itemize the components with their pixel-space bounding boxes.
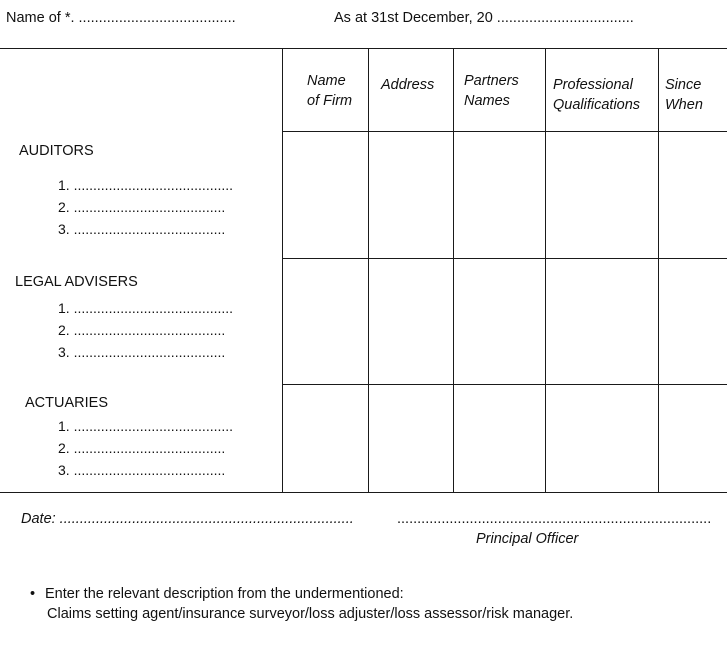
column-divider-3 (545, 48, 546, 493)
actuary-item-1: 1. ......................................... (58, 418, 234, 434)
section-title-actuaries: ACTUARIES (25, 395, 108, 411)
column-header-since-when: Since When (665, 77, 703, 113)
name-of-field: Name of *. ....................................... (6, 10, 236, 26)
auditor-item-2: 2. ....................................... (58, 199, 226, 215)
legal-adviser-item-2: 2. ....................................... (58, 322, 226, 338)
table-bottom-rule (0, 492, 727, 493)
row-divider-1 (282, 258, 727, 259)
auditor-item-1: 1. ......................................... (58, 177, 234, 193)
header-bottom-rule (282, 131, 727, 132)
column-header-address: Address (381, 77, 435, 93)
actuary-item-2: 2. ....................................... (58, 440, 226, 456)
note-bullet: • (30, 586, 36, 602)
date-field: Date: ......................................................................... (21, 511, 354, 527)
legal-adviser-item-1: 1. ......................................... (58, 300, 234, 316)
column-divider-4 (658, 48, 659, 493)
column-header-name-of-firm: Name of Firm (307, 73, 353, 109)
signature-line: .............................................................................. (397, 511, 712, 527)
section-title-legal-advisers: LEGAL ADVISERS (15, 274, 138, 290)
column-divider-1 (368, 48, 369, 493)
column-divider-0 (282, 48, 283, 493)
actuary-item-3: 3. ....................................... (58, 462, 226, 478)
legal-adviser-item-3: 3. ....................................... (58, 344, 226, 360)
principal-officer-label: Principal Officer (476, 531, 579, 547)
column-divider-2 (453, 48, 454, 493)
row-divider-2 (282, 384, 727, 385)
note-line-2: Claims setting agent/insurance surveyor/loss adjuster/loss assessor/risk manager. (47, 606, 574, 622)
as-at-date-field: As at 31st December, 20 .................................. (334, 10, 634, 26)
section-title-auditors: AUDITORS (19, 143, 94, 159)
auditor-item-3: 3. ....................................... (58, 221, 226, 237)
note-line-1: Enter the relevant description from the undermentioned: (45, 586, 404, 602)
column-header-partners-names: Partners Names (464, 73, 519, 109)
table-top-rule (0, 48, 727, 49)
column-header-professional-qualifications: Professional Qualifications (553, 77, 641, 113)
